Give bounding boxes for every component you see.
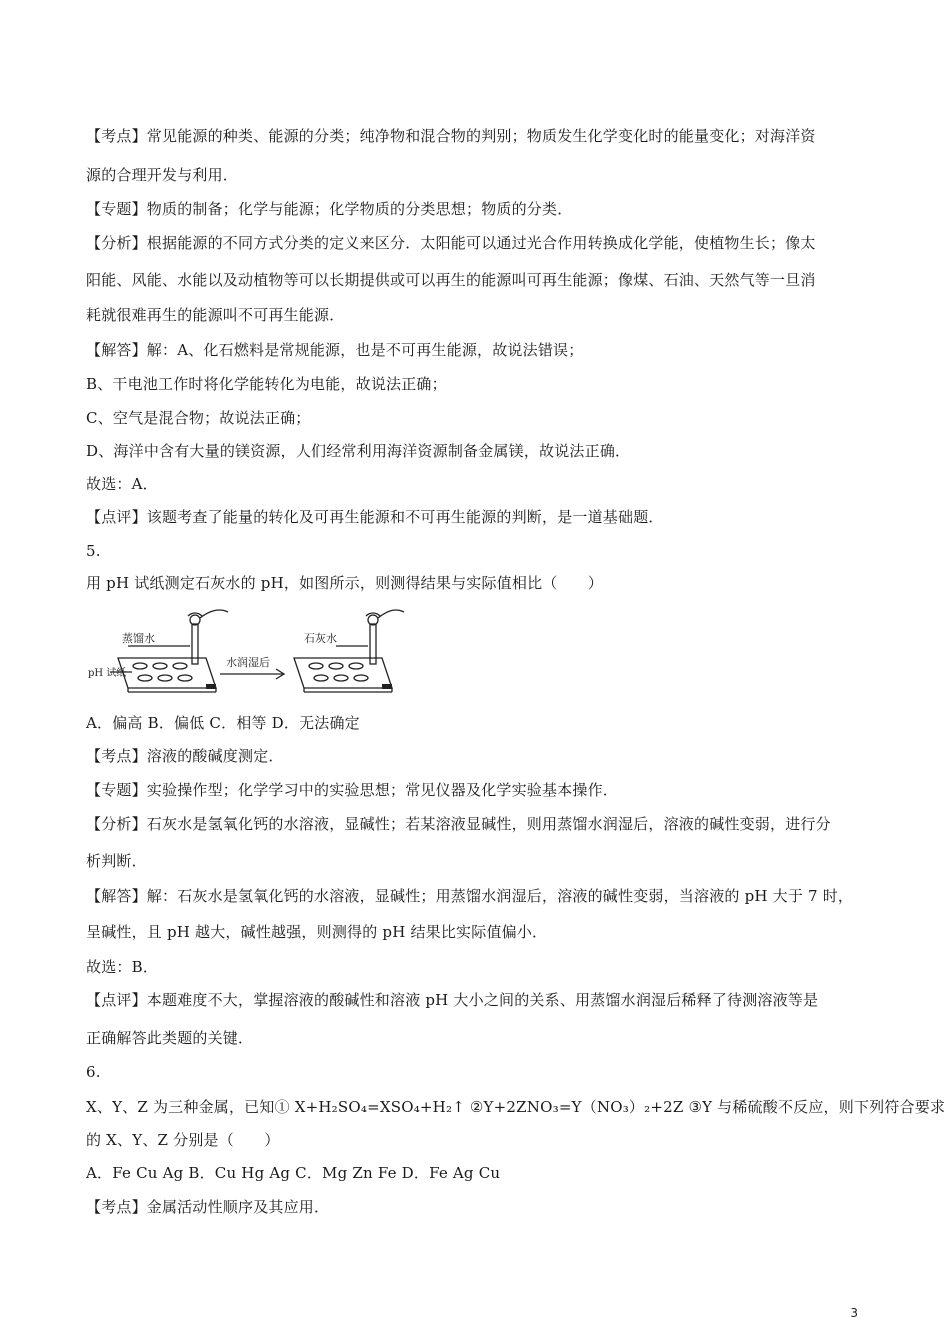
- ph-test-figure: [88, 606, 406, 698]
- text-line: 呈碱性，且 pH 越大，碱性越强，则测得的 pH 结果比实际值偏小．: [86, 923, 548, 941]
- ph-paper-right: [382, 684, 392, 689]
- question-stem: 用 pH 试纸测定石灰水的 pH，如图所示，则测得结果与实际值相比（ ）: [86, 574, 604, 592]
- text-line: 【分析】石灰水是氢氧化钙的水溶液，显碱性；若某溶液显碱性，则用蒸馏水润湿后，溶液的碱性变弱，进行分: [86, 815, 831, 833]
- text-line: 【考点】溶液的酸碱度测定．: [86, 747, 284, 765]
- label-after-wetting: 水润湿后: [226, 656, 270, 669]
- text-line: B、干电池工作时将化学能转化为电能，故说法正确；: [86, 375, 447, 393]
- text-line: 故选：B．: [86, 958, 159, 976]
- spot-plate-left: [118, 658, 216, 688]
- label-ph-paper: pH 试纸: [88, 668, 127, 679]
- question-number: 5.: [86, 542, 101, 560]
- answer-options: A．Fe Cu Ag B．Cu Hg Ag C．Mg Zn Fe D．Fe Ag Cu: [86, 1164, 501, 1182]
- spot-plate-right: [294, 658, 392, 688]
- label-distilled-water: 蒸馏水: [122, 632, 155, 645]
- text-line: 【解答】解：石灰水是氢氧化钙的水溶液，显碱性；用蒸馏水润湿后，溶液的碱性变弱，当溶液的 pH 大于 7 时，: [86, 887, 854, 905]
- text-line: 【点评】本题难度不大，掌握溶液的酸碱性和溶液 pH 大小之间的关系、用蒸馏水润湿后稀释了待测溶液等是: [86, 991, 819, 1009]
- text-line: 源的合理开发与利用．: [86, 166, 239, 184]
- text-line: 耗就很难再生的能源叫不可再生能源．: [86, 306, 345, 324]
- text-line: 析判断．: [86, 852, 147, 870]
- text-line: 故选：A．: [86, 475, 158, 493]
- label-limewater: 石灰水: [304, 632, 337, 645]
- text-line: C、空气是混合物；故说法正确；: [86, 409, 311, 427]
- text-line: 阳能、风能、水能以及动植物等可以长期提供或可以再生的能源叫可再生能源；像煤、石油、天然气等一旦消: [86, 271, 816, 289]
- text-line: D、海洋中含有大量的镁资源，人们经常利用海洋资源制备金属镁，故说法正确．: [86, 442, 631, 460]
- text-line: 【考点】金属活动性顺序及其应用．: [86, 1198, 330, 1216]
- page-number: 3: [850, 1306, 858, 1320]
- text-line: 【专题】物质的制备；化学与能源；化学物质的分类思想；物质的分类．: [86, 200, 573, 218]
- text-line: 【考点】常见能源的种类、能源的分类；纯净物和混合物的判别；物质发生化学变化时的能量变化；对海洋资: [86, 127, 816, 145]
- text-line: 正确解答此类题的关键．: [86, 1029, 254, 1047]
- text-line: 【解答】解：A、化石燃料是常规能源，也是不可再生能源，故说法错误；: [86, 341, 584, 359]
- question-stem: X、Y、Z 为三种金属，已知① X+H₂SO₄=XSO₄+H₂↑ ②Y+2ZNO₃=Y（NO₃）₂+2Z ③Y 与稀硫酸不反应，则下列符合要求: [86, 1098, 946, 1116]
- answer-options: A．偏高 B．偏低 C．相等 D．无法确定: [86, 714, 360, 732]
- text-line: 【点评】该题考查了能量的转化及可再生能源和不可再生能源的判断，是一道基础题．: [86, 508, 664, 526]
- text-line: 【专题】实验操作型；化学学习中的实验思想；常见仪器及化学实验基本操作．: [86, 781, 619, 799]
- question-number: 6.: [86, 1063, 101, 1081]
- text-line: 【分析】根据能源的不同方式分类的定义来区分．太阳能可以通过光合作用转换成化学能，使植物生长；像太: [86, 234, 816, 252]
- question-stem: 的 X、Y、Z 分别是（ ）: [86, 1131, 280, 1149]
- ph-paper-left: [206, 684, 216, 689]
